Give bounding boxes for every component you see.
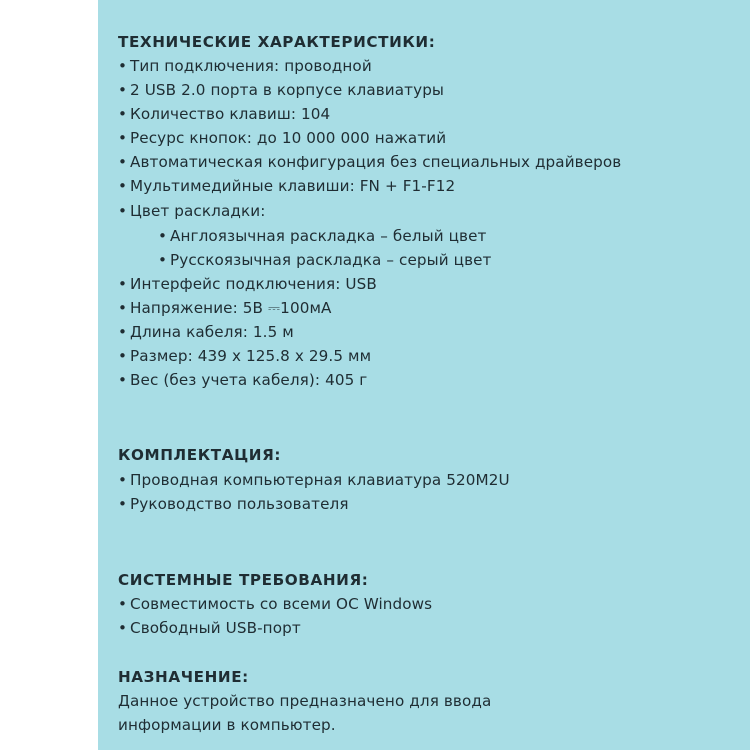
system-item: • Совместимость со всеми ОС Windows (118, 592, 432, 617)
bullet-icon: • (118, 202, 128, 220)
spec-item: • Напряжение: 5В ⎓100мА (118, 296, 332, 321)
purpose-heading: НАЗНАЧЕНИЕ: (118, 668, 249, 686)
package-heading: КОМПЛЕКТАЦИЯ: (118, 446, 282, 464)
bullet-icon: • (118, 619, 128, 637)
bullet-icon: • (118, 495, 128, 513)
bullet-icon: • (118, 275, 128, 293)
bullet-icon: • (118, 129, 128, 147)
specs-heading: ТЕХНИЧЕСКИЕ ХАРАКТЕРИСТИКИ: (118, 33, 436, 51)
spec-item: • Длина кабеля: 1.5 м (118, 320, 294, 345)
bullet-icon: • (118, 81, 128, 99)
bullet-icon: • (118, 595, 128, 613)
bullet-icon: • (118, 347, 128, 365)
bullet-icon: • (118, 471, 128, 489)
package-item: • Руководство пользователя (118, 492, 349, 517)
system-heading: СИСТЕМНЫЕ ТРЕБОВАНИЯ: (118, 571, 369, 589)
bullet-icon: • (158, 251, 168, 269)
spec-item: • Интерфейс подключения: USB (118, 272, 377, 297)
spec-item: • Мультимедийные клавиши: FN + F1-F12 (118, 174, 455, 199)
bullet-icon: • (118, 153, 128, 171)
spec-item: • 2 USB 2.0 порта в корпусе клавиатуры (118, 78, 444, 103)
purpose-text-line: Данное устройство предназначено для ввода (118, 692, 492, 710)
package-item: • Проводная компьютерная клавиатура 520M2U (118, 468, 510, 493)
spec-item: • Вес (без учета кабеля): 405 г (118, 368, 367, 393)
spec-subitem: • Русскоязычная раскладка – серый цвет (158, 248, 492, 273)
spec-item: • Ресурс кнопок: до 10 000 000 нажатий (118, 126, 446, 151)
spec-subitem: • Англоязычная раскладка – белый цвет (158, 224, 486, 249)
bullet-icon: • (118, 371, 128, 389)
bullet-icon: • (158, 227, 168, 245)
system-item: • Свободный USB-порт (118, 616, 301, 641)
bullet-icon: • (118, 299, 128, 317)
bullet-icon: • (118, 323, 128, 341)
spec-item: • Автоматическая конфигурация без специальных драйверов (118, 150, 621, 175)
purpose-text-line: информации в компьютер. (118, 716, 336, 734)
spec-item: • Размер: 439 х 125.8 х 29.5 мм (118, 344, 371, 369)
spec-item: • Тип подключения: проводной (118, 54, 372, 79)
bullet-icon: • (118, 57, 128, 75)
spec-item: • Количество клавиш: 104 (118, 102, 330, 127)
bullet-icon: • (118, 177, 128, 195)
spec-item: • Цвет раскладки: (118, 199, 265, 224)
bullet-icon: • (118, 105, 128, 123)
